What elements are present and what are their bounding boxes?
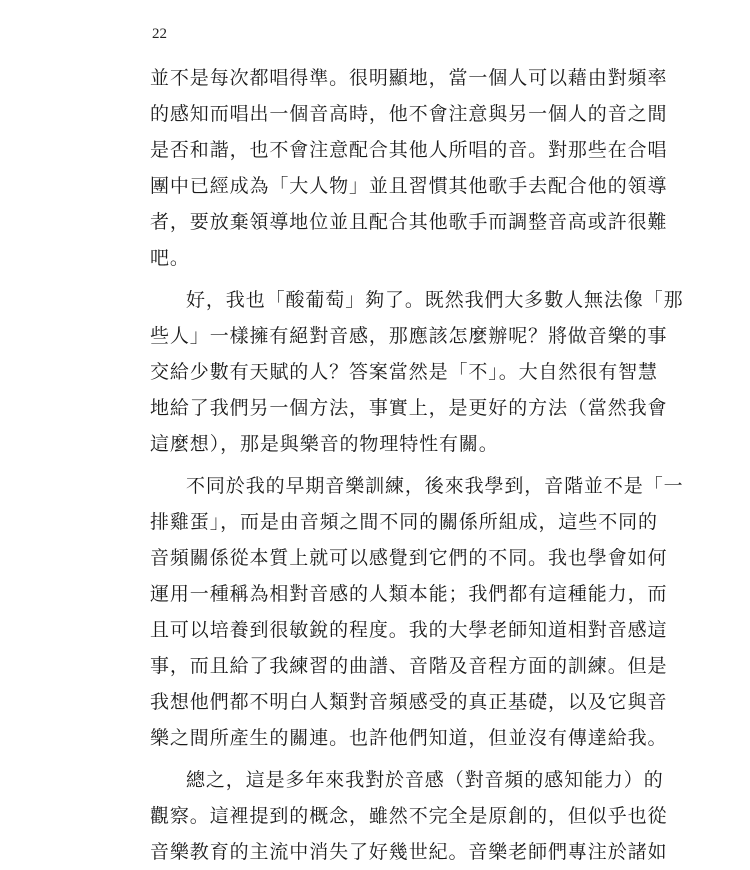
text-line: 地給了我們另一個方法，事實上，是更好的方法（當然我會: [150, 397, 668, 419]
text-line: 是否和諧，也不會注意配合其他人所唱的音。對那些在合唱: [150, 139, 668, 161]
text-line: 運用一種稱為相對音感的人類本能；我們都有這種能力，而: [150, 583, 668, 605]
text-line: 的感知而唱出一個音高時，他不會注意與另一個人的音之間: [150, 103, 668, 125]
paragraph: [150, 762, 668, 870]
text-line: 音樂教育的主流中消失了好幾世紀。音樂老師們專注於諸如: [150, 841, 668, 863]
text-line: 觀察。這裡提到的概念，雖然不完全是原創的，但似乎也從: [150, 805, 668, 827]
body-text: [150, 60, 684, 870]
text-line: 音頻關係從本質上就可以感覺到它們的不同。我也學會如何: [150, 547, 668, 569]
text-line: 些人」一樣擁有絕對音感，那應該怎麼辦呢？將做音樂的事: [150, 325, 668, 347]
text-line: 團中已經成為「大人物」並且習慣其他歌手去配合他的領導: [150, 175, 668, 197]
text-line: 事，而且給了我練習的曲譜、音階及音程方面的訓練。但是: [150, 655, 668, 677]
paragraph: [150, 60, 668, 276]
text-line: 交給少數有天賦的人？答案當然是「不」。大自然很有智慧: [150, 361, 658, 383]
text-line: 者，要放棄領導地位並且配合其他歌手而調整音高或許很難: [150, 211, 668, 233]
text-line: 總之，這是多年來我對於音感（對音頻的感知能力）的: [186, 769, 664, 791]
text-line: 樂之間所產生的關連。也許他們知道，但並沒有傳達給我。: [150, 727, 668, 749]
text-line: 不同於我的早期音樂訓練，後來我學到，音階並不是「一: [186, 475, 684, 497]
text-line: 並不是每次都唱得準。很明顯地，當一個人可以藉由對頻率: [150, 67, 668, 89]
text-line: 我想他們都不明白人類對音頻感受的真正基礎，以及它與音: [150, 691, 668, 713]
paragraph: [150, 468, 684, 756]
text-line: 這麼想），那是與樂音的物理特性有關。: [150, 433, 499, 455]
paragraph: [150, 282, 684, 462]
text-line: 吧。: [150, 247, 190, 269]
text-line: 好，我也「酸葡萄」夠了。既然我們大多數人無法像「那: [186, 289, 684, 311]
text-line: 排雞蛋」，而是由音頻之間不同的關係所組成，這些不同的: [150, 511, 658, 533]
page-number: 22: [152, 26, 167, 42]
text-line: 且可以培養到很敏銳的程度。我的大學老師知道相對音感這: [150, 619, 668, 641]
